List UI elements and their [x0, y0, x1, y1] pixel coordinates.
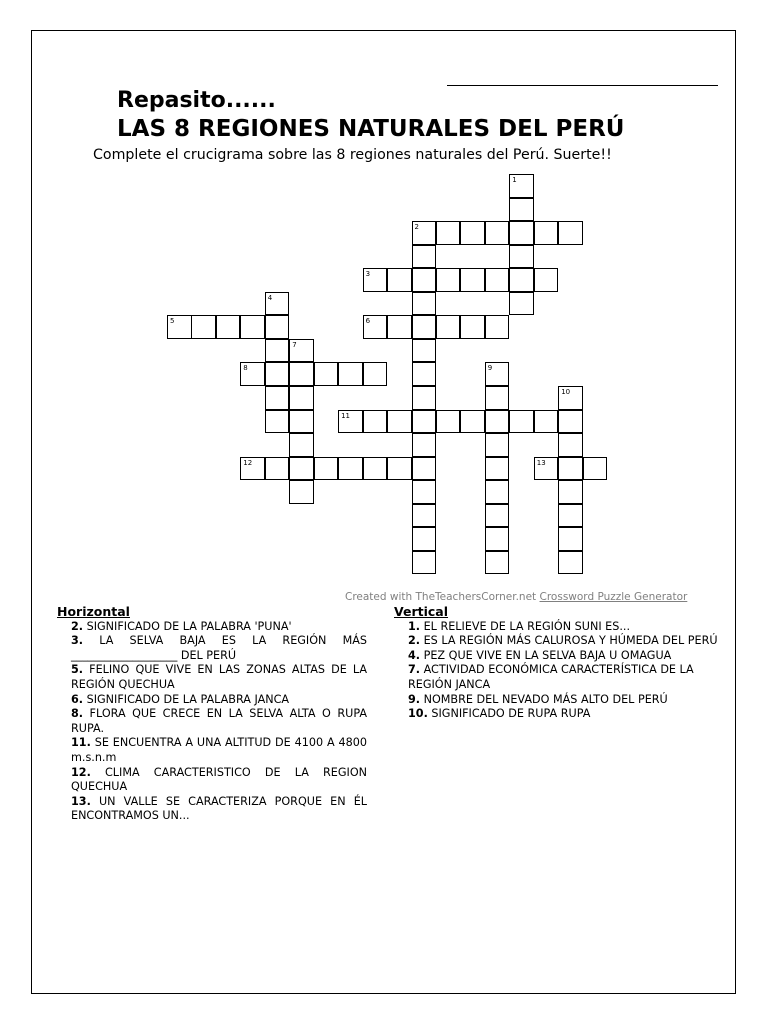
crossword-cell[interactable]	[412, 527, 437, 551]
clue-text: CLIMA CARACTERISTICO DE LA REGION QUECHUA	[71, 765, 367, 794]
crossword-cell[interactable]	[289, 339, 314, 363]
horizontal-clue	[57, 620, 367, 635]
horizontal-heading: Horizontal	[57, 604, 130, 619]
crossword-cell[interactable]	[583, 457, 608, 481]
crossword-cell[interactable]	[485, 457, 510, 481]
crossword-cell[interactable]	[558, 480, 583, 504]
crossword-cell[interactable]	[338, 410, 363, 434]
clue-text: FLORA QUE CRECE EN LA SELVA ALTA O RUPA RUPA.	[71, 707, 367, 735]
vertical-clue-list	[394, 620, 724, 722]
crossword-cell[interactable]	[314, 362, 339, 386]
clue-number: 8	[243, 364, 248, 373]
horizontal-clue	[57, 634, 367, 663]
clue-num: 3.	[71, 634, 84, 648]
crossword-cell[interactable]	[436, 410, 461, 434]
crossword-cell[interactable]	[412, 292, 437, 316]
horizontal-clues	[57, 605, 367, 824]
crossword-cell[interactable]	[436, 268, 461, 292]
clue-num: 13.	[71, 794, 91, 808]
crossword-cell[interactable]	[265, 457, 290, 481]
crossword-cell[interactable]	[265, 386, 290, 410]
crossword-cell[interactable]	[412, 315, 437, 339]
crossword-cell[interactable]	[265, 292, 290, 316]
crossword-cell[interactable]	[289, 480, 314, 504]
crossword-cell[interactable]	[412, 245, 437, 269]
crossword-cell[interactable]	[558, 386, 583, 410]
crossword-cell[interactable]	[558, 457, 583, 481]
crossword-cell[interactable]	[460, 315, 485, 339]
crossword-cell[interactable]	[485, 504, 510, 528]
crossword-cell[interactable]	[387, 315, 412, 339]
crossword-cell[interactable]	[363, 362, 388, 386]
crossword-cell[interactable]	[289, 433, 314, 457]
crossword-cell[interactable]	[534, 221, 559, 245]
clue-num: 10.	[408, 707, 428, 721]
clue-num: 9.	[408, 692, 421, 706]
clue-number: 13	[536, 458, 546, 467]
crossword-cell[interactable]	[534, 268, 559, 292]
clue-num: 2.	[408, 634, 421, 648]
clue-number: 5	[170, 317, 175, 326]
crossword-cell[interactable]	[412, 221, 437, 245]
vertical-clue	[394, 649, 724, 664]
clue-number: 4	[267, 293, 273, 302]
horizontal-clue	[57, 736, 367, 765]
crossword-cell[interactable]	[485, 315, 510, 339]
crossword-cell[interactable]	[387, 457, 412, 481]
clue-num: 7.	[408, 663, 421, 677]
crossword-cell[interactable]	[167, 315, 192, 339]
clue-number: 3	[365, 270, 371, 279]
crossword-cell[interactable]	[240, 315, 265, 339]
crossword-cell[interactable]	[558, 410, 583, 434]
crossword-cell[interactable]	[412, 551, 437, 575]
crossword-cell[interactable]	[509, 221, 534, 245]
clue-number: 7	[292, 340, 297, 349]
crossword-cell[interactable]	[387, 268, 412, 292]
crossword-cell[interactable]	[558, 527, 583, 551]
crossword-cell[interactable]	[363, 457, 388, 481]
crossword-cell[interactable]	[460, 268, 485, 292]
clue-text: ES LA REGIÓN MÁS CALUROSA Y HÚMEDA DEL PERÚ	[420, 634, 718, 648]
clue-text: UN VALLE SE CARACTERIZA PORQUE EN ÉL ENCONTRAMOS UN...	[71, 794, 367, 823]
crossword-cell[interactable]	[191, 315, 216, 339]
crossword-cell[interactable]	[412, 339, 437, 363]
crossword-cell[interactable]	[240, 457, 265, 481]
crossword-cell[interactable]	[509, 410, 534, 434]
clue-number: 11	[341, 411, 351, 420]
crossword-cell[interactable]	[485, 221, 510, 245]
credit-line	[345, 591, 687, 603]
crossword-cell[interactable]	[485, 410, 510, 434]
horizontal-clue	[57, 693, 367, 708]
credit-text: Created with TheTeachersCorner.net	[345, 591, 537, 603]
crossword-cell[interactable]	[412, 362, 437, 386]
vertical-clue	[394, 663, 724, 692]
vertical-clue	[394, 620, 724, 635]
crossword-cell[interactable]	[338, 457, 363, 481]
clue-num: 8.	[71, 707, 84, 721]
crossword-cell[interactable]	[558, 221, 583, 245]
crossword-cell[interactable]	[412, 268, 437, 292]
crossword-cell[interactable]	[265, 362, 290, 386]
crossword-cell[interactable]	[485, 551, 510, 575]
crossword-cell[interactable]	[289, 386, 314, 410]
crossword-cell[interactable]	[509, 268, 534, 292]
clue-num: 2.	[71, 619, 84, 633]
crossword-cell[interactable]	[387, 410, 412, 434]
crossword-cell[interactable]	[558, 433, 583, 457]
crossword-cell[interactable]	[485, 362, 510, 386]
crossword-cell[interactable]	[363, 268, 388, 292]
crossword-cell[interactable]	[436, 315, 461, 339]
crossword-cell[interactable]	[485, 527, 510, 551]
clue-number: 9	[487, 364, 493, 373]
vertical-clues	[394, 605, 724, 722]
horizontal-clue-list	[57, 620, 367, 824]
clue-text: LA SELVA BAJA ES LA REGIÓN MÁS ___________________ DEL PERÚ	[71, 634, 367, 662]
crossword-cell[interactable]	[412, 386, 437, 410]
crossword-cell[interactable]	[534, 457, 559, 481]
crossword-cell[interactable]	[460, 410, 485, 434]
crossword-cell[interactable]	[534, 410, 559, 434]
vertical-clue	[394, 693, 724, 708]
clue-number: 10	[561, 388, 571, 396]
crossword-cell[interactable]	[485, 268, 510, 292]
crossword-cell[interactable]	[265, 339, 290, 363]
crossword-cell[interactable]	[485, 386, 510, 410]
crossword-cell[interactable]	[265, 315, 290, 339]
crossword-cell[interactable]	[338, 362, 363, 386]
vertical-heading: Vertical	[394, 604, 449, 619]
crossword-cell[interactable]	[509, 245, 534, 269]
clue-text: FELINO QUE VIVE EN LAS ZONAS ALTAS DE LA REGIÓN QUECHUA	[71, 663, 367, 691]
crossword-cell[interactable]	[314, 457, 339, 481]
crossword-cell[interactable]	[289, 362, 314, 386]
clue-num: 6.	[71, 692, 84, 706]
clue-num: 12.	[71, 765, 91, 779]
crossword-cell[interactable]	[216, 315, 241, 339]
crossword-cell[interactable]	[509, 174, 534, 198]
horizontal-clue	[57, 795, 367, 824]
crossword-cell[interactable]	[240, 362, 265, 386]
crossword-cell[interactable]	[485, 433, 510, 457]
clue-number: 2	[414, 223, 419, 232]
horizontal-clue	[57, 663, 367, 692]
clue-number: 6	[365, 317, 371, 326]
crossword-cell[interactable]	[363, 315, 388, 339]
crossword-cell[interactable]	[436, 221, 461, 245]
crossword-cell[interactable]	[412, 480, 437, 504]
clue-number: 12	[243, 458, 253, 467]
clue-text: SIGNIFICADO DE RUPA RUPA	[427, 707, 591, 721]
crossword-cell[interactable]	[558, 551, 583, 575]
horizontal-clue	[57, 707, 367, 736]
crossword-cell[interactable]	[265, 410, 290, 434]
crossword-cell[interactable]	[509, 292, 534, 316]
crossword-cell[interactable]	[412, 410, 437, 434]
crossword-cell[interactable]	[485, 480, 510, 504]
crossword-cell[interactable]	[558, 504, 583, 528]
clue-text: SIGNIFICADO DE LA PALABRA JANCA	[83, 692, 290, 706]
clue-text: SIGNIFICADO DE LA PALABRA 'PUNA'	[83, 619, 292, 633]
crossword-cell[interactable]	[460, 221, 485, 245]
crossword-cell[interactable]	[289, 410, 314, 434]
crossword-cell[interactable]	[289, 457, 314, 481]
clue-text: EL RELIEVE DE LA REGIÓN SUNI ES...	[420, 619, 631, 633]
credit-link[interactable]: Crossword Puzzle Generator	[539, 591, 688, 603]
crossword-cell[interactable]	[412, 504, 437, 528]
vertical-clue	[394, 634, 724, 649]
page-title: LAS 8 REGIONES NATURALES DEL PERÚ	[117, 116, 625, 142]
clue-num: 1.	[408, 619, 421, 633]
clue-text: PEZ QUE VIVE EN LA SELVA BAJA U OMAGUA	[420, 648, 672, 662]
crossword-cell[interactable]	[412, 433, 437, 457]
crossword-cell[interactable]	[412, 457, 437, 481]
clue-text: ACTIVIDAD ECONÓMICA CARACTERÍSTICA DE LA REGIÓN JANCA	[408, 663, 694, 691]
vertical-clue	[394, 707, 724, 722]
clue-text: SE ENCUENTRA A UNA ALTITUD DE 4100 A 4800 m.s.n.m	[71, 736, 367, 764]
crossword-cell[interactable]	[509, 198, 534, 222]
horizontal-clue	[57, 766, 367, 795]
clue-num: 5.	[71, 663, 84, 677]
title-repasito: Repasito......	[117, 88, 276, 113]
instructions: Complete el crucigrama sobre las 8 regiones naturales del Perú. Suerte!!	[93, 147, 612, 163]
clue-num: 4.	[408, 648, 421, 662]
clue-number: 1	[512, 176, 517, 184]
crossword-cell[interactable]	[363, 410, 388, 434]
clue-text: NOMBRE DEL NEVADO MÁS ALTO DEL PERÚ	[420, 692, 668, 706]
clue-num: 11.	[71, 736, 91, 750]
